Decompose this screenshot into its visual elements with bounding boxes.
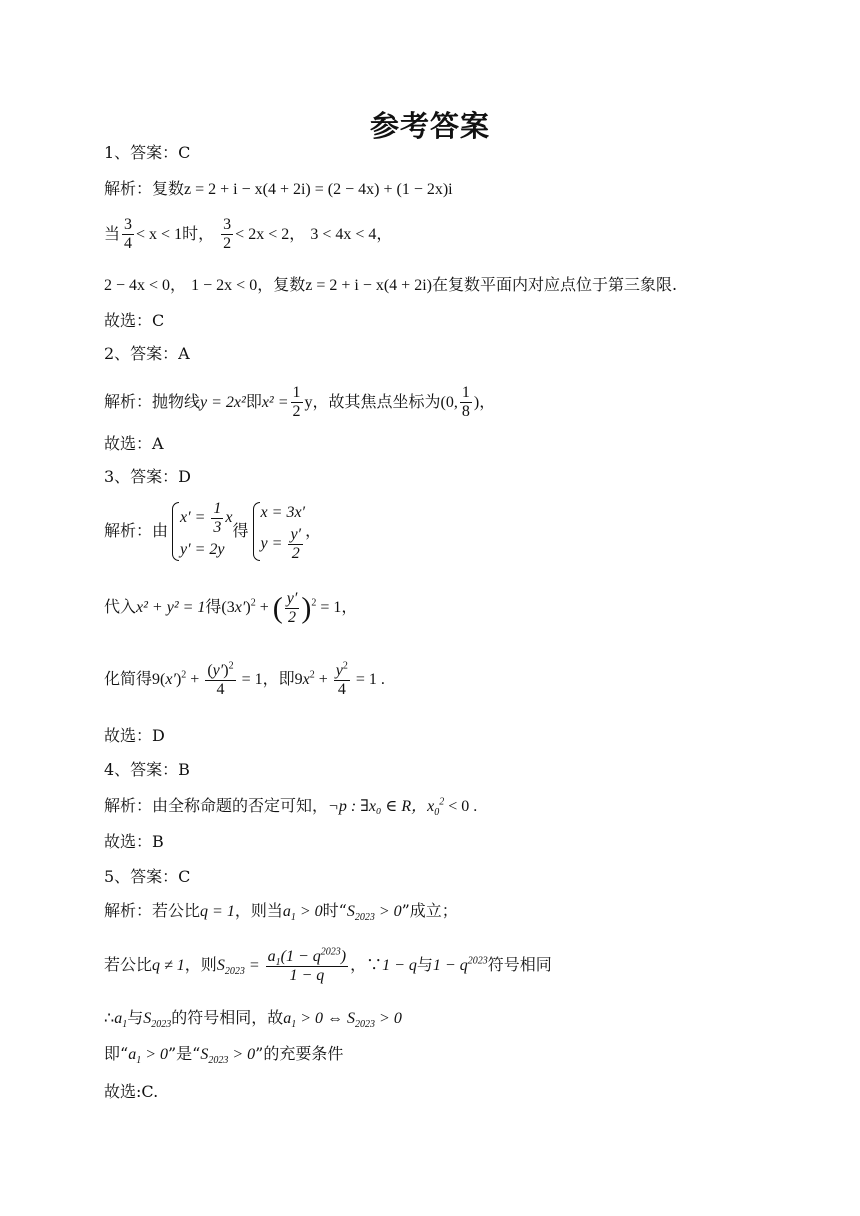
q5-l1d: 时“	[322, 901, 347, 920]
q2-choose: 故选：A	[104, 434, 164, 453]
q5-l2c: ，则	[184, 955, 217, 975]
q1-cond-b: < 2x < 2，	[235, 226, 306, 243]
q3-simplify: 化简得	[104, 669, 153, 689]
q5-line2	[104, 948, 552, 985]
q1-analysis-prefix: 解析：复数	[104, 179, 185, 198]
q3-sub-de: 得	[205, 597, 222, 617]
q4-answer: 4、答案：B	[104, 760, 190, 779]
q2-ji: 即	[245, 392, 262, 411]
q5-l2a: 若公比	[104, 955, 153, 975]
q5-l3a: ∴	[104, 1008, 115, 1027]
q1-analysis-line	[104, 178, 453, 201]
q5-q-eq-1: q = 1	[200, 903, 235, 920]
q4-choose: 故选：B	[104, 832, 164, 851]
q2-coord-close: )，	[473, 394, 496, 411]
q1-conclusion-line	[104, 274, 677, 297]
q5-a1: $a_1$	[114, 1010, 128, 1031]
q3-simplify-line	[104, 662, 385, 699]
fraction-one-eighth: $\frac{1}{8}$	[461, 384, 470, 420]
q5-l3b: 与	[127, 1008, 144, 1027]
q1-quadrant-text: 在复数平面内对应点位于第三象限.	[431, 275, 678, 294]
q3-analysis-prefix: 解析：由	[104, 521, 169, 540]
q5-l2f: 符号相同	[487, 955, 552, 975]
q2-focus-text: y，故其焦点坐标为	[304, 394, 441, 411]
q5-l1a: 解析：若公比	[104, 901, 201, 920]
q3-simplified-eq: $9(x')^2$ + $\frac{(y')^2}{4}$ = 1	[152, 660, 263, 698]
q5-l4c: ”的充要条件	[255, 1044, 344, 1063]
page-title: 参考答案	[369, 109, 490, 143]
q1-when: 当	[104, 224, 121, 243]
q4-negation: ¬p : ∃x₀ ∈ R，	[328, 798, 428, 815]
q5-s2023: $S_{2023}$	[143, 1010, 172, 1031]
q5-a1-positive-2: $a_1 > 0$	[128, 1046, 168, 1067]
q3-final-eq: $9x^2$ + $\frac{y^2}{4}$ = 1 .	[294, 660, 385, 698]
q2-coord-open: (0,	[440, 394, 458, 411]
q1-cond-a: < x < 1	[136, 226, 183, 243]
q5-one-minus-q: 1 − q	[382, 957, 417, 975]
q3-circle-eq: x² + y² = 1	[136, 599, 206, 617]
q5-line1	[104, 900, 458, 923]
q5-l2d: ，∵	[350, 955, 383, 975]
fraction-one-half: $\frac{1}{2}$	[292, 384, 301, 420]
q2-parabola: y = 2x²	[200, 394, 246, 411]
q5-line4	[104, 1043, 343, 1066]
q4-x0-squared: $x_0^2$	[427, 796, 445, 819]
q5-l1c: ，则当	[234, 901, 283, 920]
q2-answer: 2、答案：A	[104, 344, 190, 363]
q3-substituted-eq: $(3x')^2$ + ( $\frac{y'}{2}$ )$^2$ = 1，	[221, 590, 358, 626]
q4-analysis-line	[104, 795, 477, 818]
q5-choose: 故选:C.	[104, 1082, 159, 1101]
q1-choose: 故选：C	[104, 311, 165, 330]
q1-condition-line	[104, 216, 392, 253]
q1-shi: 时，	[182, 224, 215, 243]
q1-answer: 1、答案：C	[104, 143, 191, 162]
q5-line3	[104, 1007, 402, 1030]
q3-choose: 故选：D	[104, 726, 165, 745]
q5-answer: 5、答案：C	[104, 867, 191, 886]
q3-simplify-tail: ，即	[262, 669, 295, 689]
q1-complex-expr: z = 2 + i − x(4 + 2i)	[305, 277, 432, 294]
q1-cond-c: 3 < 4x < 4，	[310, 226, 393, 243]
q3-substitute: 代入	[104, 597, 137, 617]
q3-answer: 3、答案：D	[104, 467, 192, 486]
q4-ineq: < 0 .	[448, 798, 478, 815]
q5-l4a: 即“	[104, 1044, 129, 1063]
q5-s-positive: $S_{2023} > 0$	[346, 903, 402, 924]
q5-l1e: ”成立；	[401, 901, 458, 920]
q1-expression: z = 2 + i − x(4 + 2i) = (2 − 4x) + (1 − 2x)i	[184, 181, 453, 198]
q5-l4b: ”是“	[167, 1044, 201, 1063]
q2-analysis-prefix: 解析：抛物线	[104, 392, 201, 411]
q5-sum-formula: $S_{2023}$ = $\frac{a_1(1 - q^{2023})}{1 - q}$	[216, 946, 347, 984]
q5-l3c: 的符号相同，故	[171, 1008, 284, 1027]
fraction-three-quarters: $\frac{3}{4}$	[124, 216, 133, 252]
q5-l2e: 与	[416, 955, 433, 975]
q2-analysis-line	[104, 384, 495, 421]
q5-equivalence: $a_1 > 0$ ⇔ $S_{2023} > 0$	[283, 1010, 402, 1031]
inverse-system: x = 3x′ y = $\frac{y'}{2}$	[251, 500, 306, 563]
q3-substitute-line	[104, 590, 357, 627]
q5-s-positive-2: $S_{2023} > 0$	[200, 1046, 256, 1067]
q4-analysis: 解析：由全称命题的否定可知，	[104, 796, 329, 815]
q5-a1-positive: $a_1 > 0$	[282, 903, 323, 924]
fraction-three-halves: $\frac{3}{2}$	[223, 216, 232, 252]
q3-analysis-line: 解析：由 x′ = $\frac{1}{3}$ x y′ = 2y 得 x = 3x′ y = $\frac{y'}{2}$ ，	[104, 500, 322, 562]
q1-ineq-b: 1 − 2x < 0，复数	[191, 277, 306, 294]
transform-system: x′ = $\frac{1}{3}$ x y′ = 2y	[170, 500, 233, 563]
q2-expr-b: x² =	[261, 394, 289, 411]
q3-de: 得	[232, 521, 249, 540]
q1-ineq-a: 2 − 4x < 0，	[104, 277, 187, 294]
q5-one-minus-q2023: $1 - q^{2023}$	[432, 955, 488, 975]
q5-q-ne-1: q ≠ 1	[152, 957, 185, 975]
